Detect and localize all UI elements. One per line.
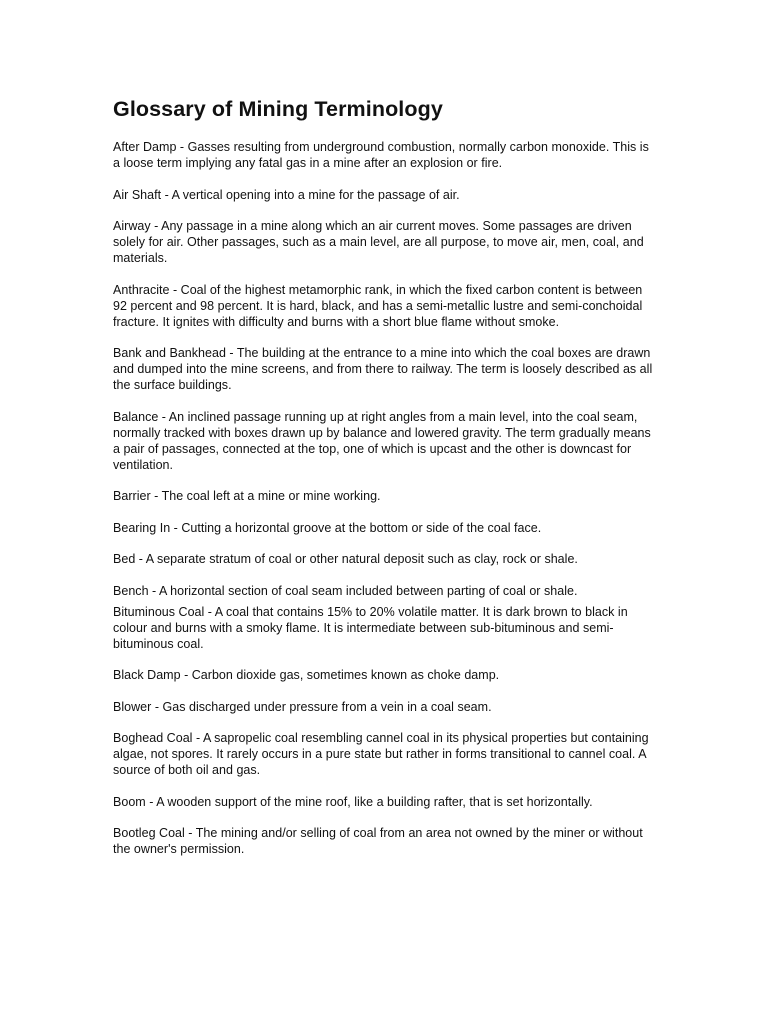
glossary-entry-bank-and-bankhead: Bank and Bankhead - The building at the entrance to a mine into which the coal boxes are drawn and dumped into the mine screens, and from there to railway. The term is loosely described as all the surface buildings. — [113, 346, 653, 392]
glossary-entry-anthracite: Anthracite - Coal of the highest metamorphic rank, in which the fixed carbon content is between 92 percent and 98 percent. It is hard, black, and has a semi-metallic lustre and semi-conchoidal fracture. It ignites with difficulty and burns with a short blue flame without smoke. — [113, 282, 643, 329]
glossary-entry-boom: Boom - A wooden support of the mine roof, like a building rafter, that is set horizontally. — [113, 794, 593, 809]
glossary-entry-balance: Balance - An inclined passage running up at right angles from a main level, into the coal seam, normally tracked with boxes drawn up by balance and lowered gravity. The term gradually means a pair of passages, connected at the top, one of which is upcast and the other is downcast for ventilation. — [113, 409, 651, 472]
glossary-entry-barrier: Barrier - The coal left at a mine or mine working. — [113, 489, 381, 503]
glossary-entry-blower: Blower - Gas discharged under pressure from a vein in a coal seam. — [113, 699, 492, 714]
page-title: Glossary of Mining Terminology — [113, 97, 443, 121]
glossary-entry-airway: Airway - Any passage in a mine along which an air current moves. Some passages are driven solely for air. Other passages, such as a main level, are all purpose, to move air, men, coal, and materials. — [113, 219, 644, 265]
glossary-entry-bootleg-coal: Bootleg Coal - The mining and/or selling of coal from an area not owned by the miner or without the owner's permission. — [113, 826, 643, 856]
glossary-entry-black-damp: Black Damp - Carbon dioxide gas, sometimes known as choke damp. — [113, 668, 500, 682]
glossary-entry-bearing-in: Bearing In - Cutting a horizontal groove at the bottom or side of the coal face. — [113, 520, 542, 535]
glossary-entry-boghead-coal: Boghead Coal - A sapropelic coal resembling cannel coal in its physical properties but containing algae, not spores. It rarely occurs in a pure state but rather in forms transitional to cannel coal. A source of both oil and gas. — [113, 731, 649, 777]
glossary-entry-bituminous-coal: Bituminous Coal - A coal that contains 15% to 20% volatile matter. It is dark brown to black in colour and burns with a smoky flame. It is intermediate between sub-bituminous and semi-bituminous coal. — [113, 604, 628, 651]
glossary-entry-air-shaft: Air Shaft - A vertical opening into a mine for the passage of air. — [113, 187, 460, 202]
document-page — [113, 96, 658, 873]
glossary-entry-bed: Bed - A separate stratum of coal or other natural deposit such as clay, rock or shale. — [113, 552, 578, 566]
glossary-entry-bench: Bench - A horizontal section of coal seam included between parting of coal or shale. — [113, 583, 578, 598]
glossary-entry-after-damp: After Damp - Gasses resulting from underground combustion, normally carbon monoxide. This is a loose term implying any fatal gas in a mine after an explosion or fire. — [113, 140, 649, 170]
